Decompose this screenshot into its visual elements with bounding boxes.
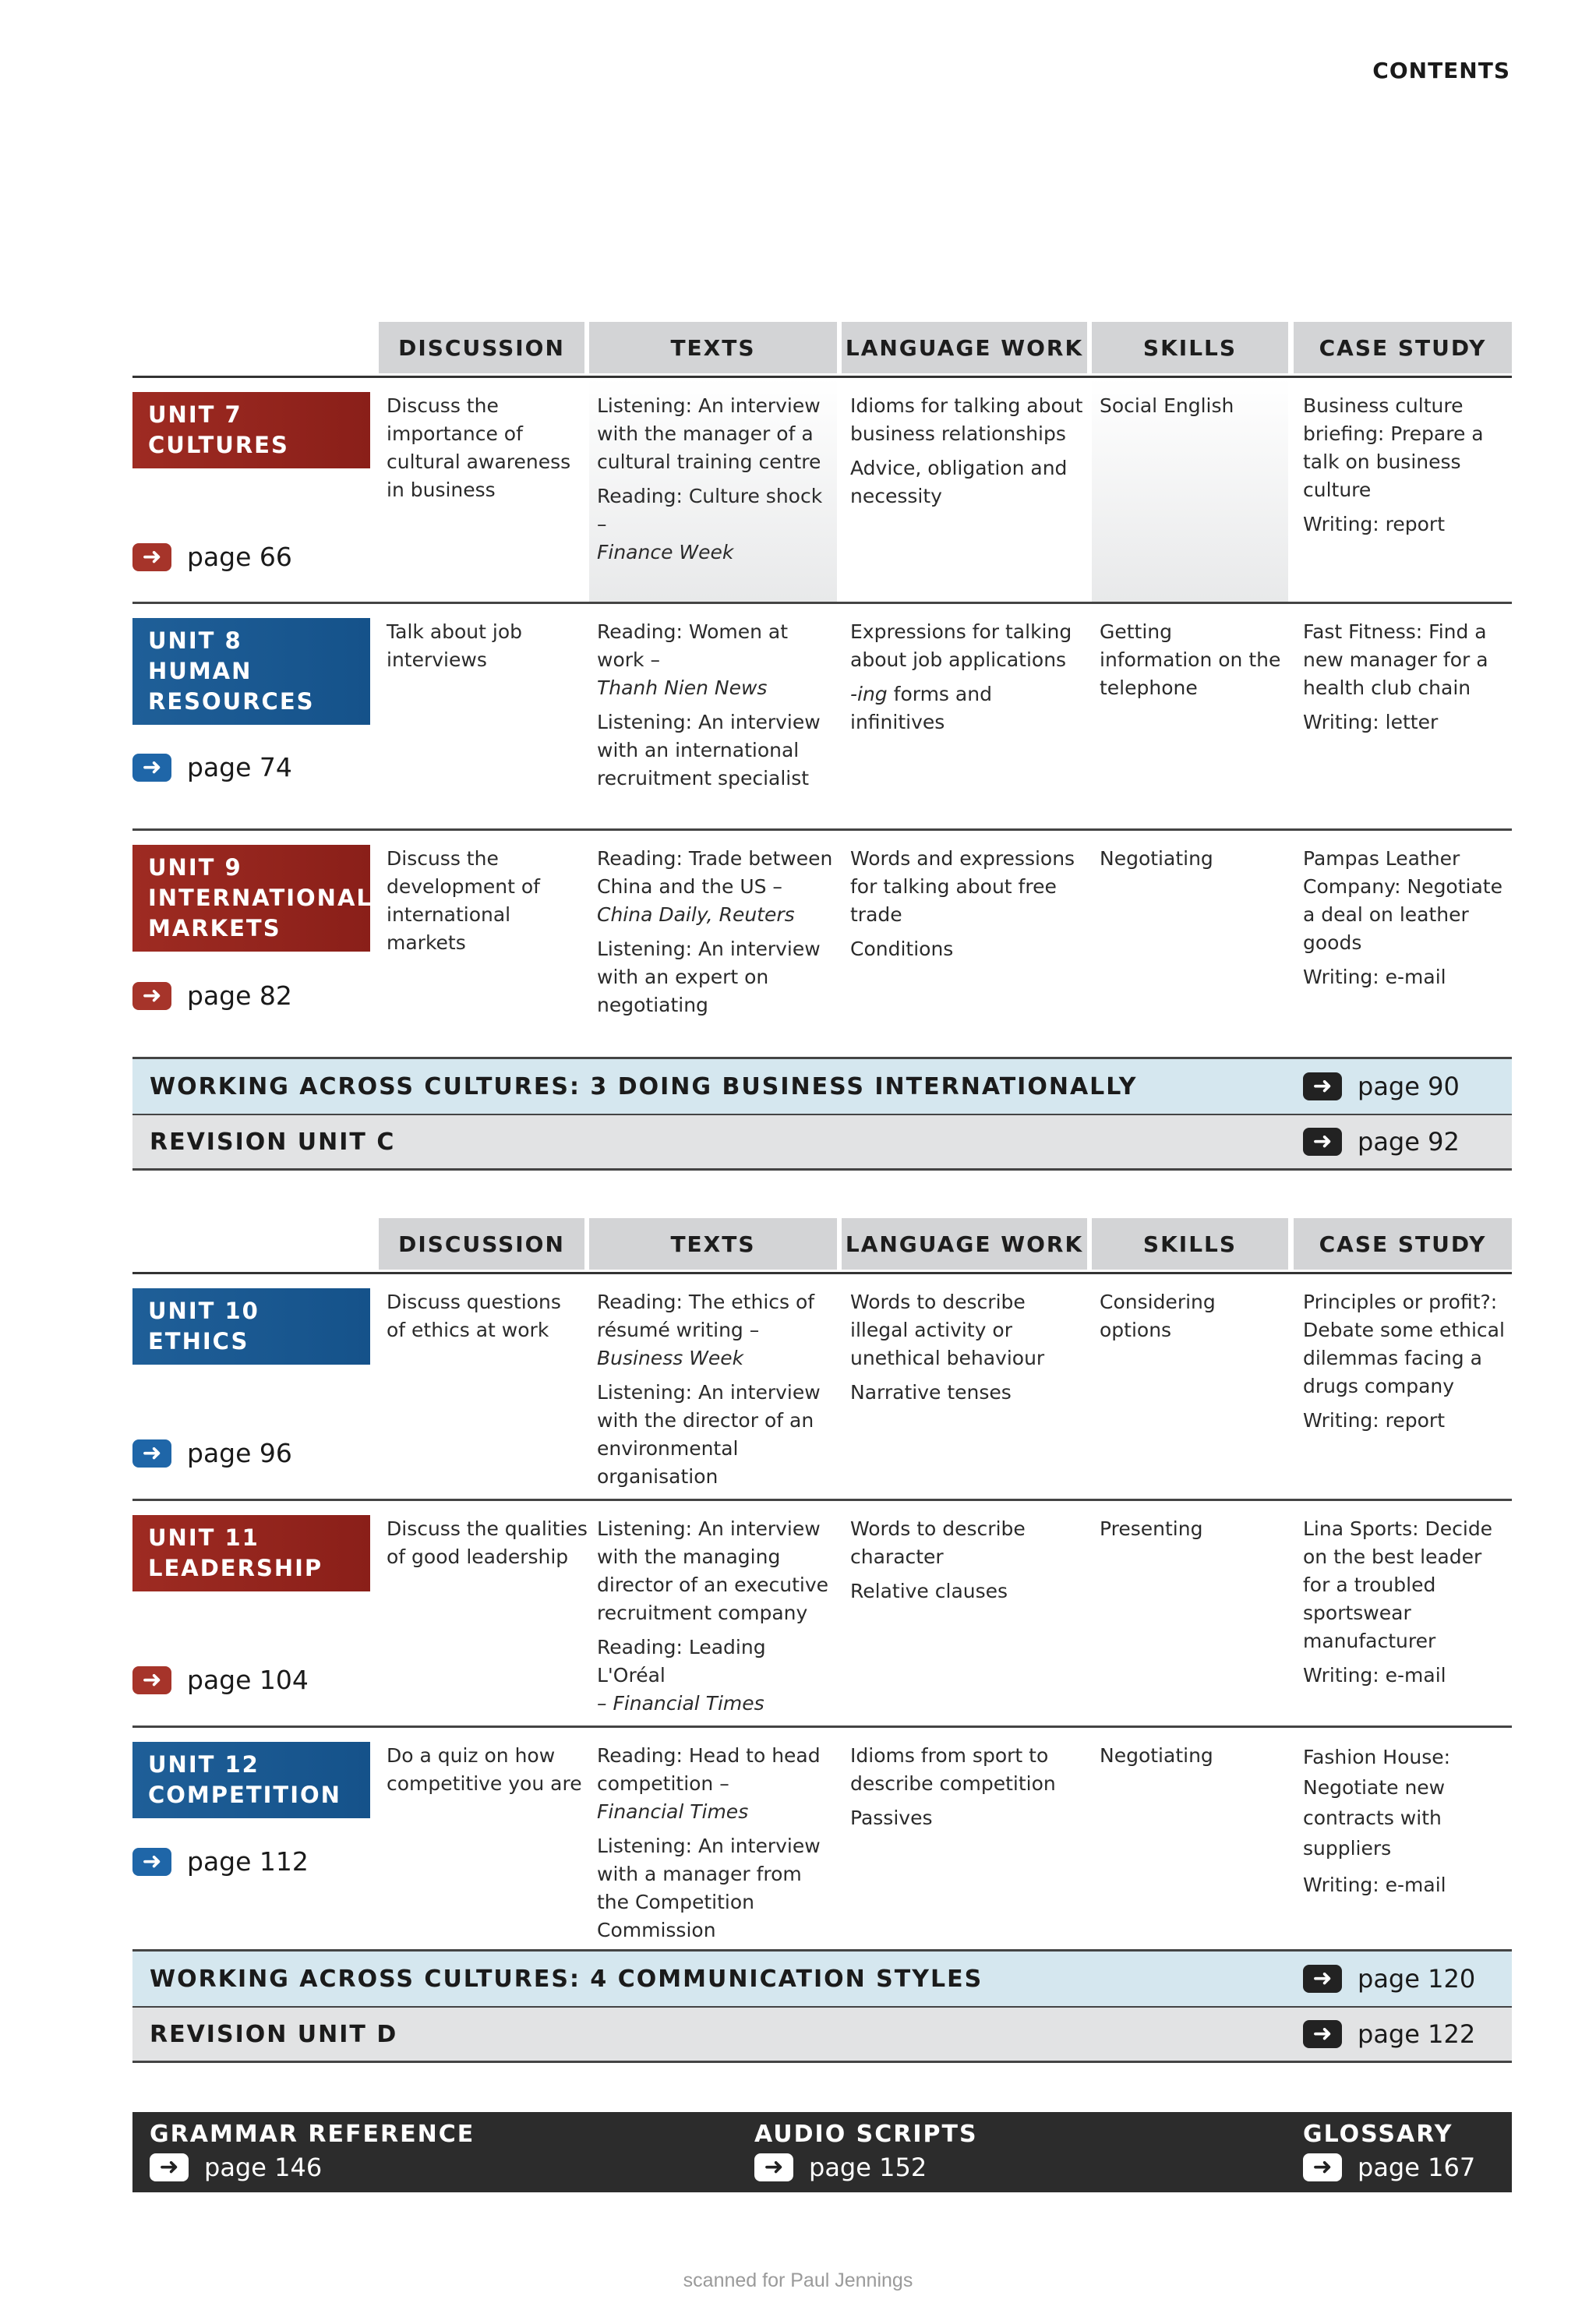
revision-unit-d[interactable] [132,2008,1512,2063]
page-number: page 122 [1358,2019,1476,2049]
unit-badge-8: UNIT 8 HUMAN RESOURCES [132,618,370,725]
band-title: REVISION UNIT D [150,2020,398,2048]
skills-cell: Social English [1100,394,1234,417]
page-link-wac-3[interactable] [1303,1072,1460,1101]
unit-row-9 [132,831,1512,1057]
skills-cell: Negotiating [1100,847,1213,870]
page-link-revision-c[interactable] [1303,1127,1460,1157]
texts-cell: Reading: Head to head competition – Financial Times Listening: An interview with a manager from the Competition Commission [597,1744,821,1941]
right-arrow-icon: ➜ [754,2153,793,2181]
right-arrow-icon: ➜ [1303,2153,1342,2181]
discussion-cell: Discuss the importance of cultural awareness in business [387,394,571,501]
audio-scripts-link[interactable] [754,2118,978,2184]
page-number: page 104 [187,1665,309,1695]
working-across-cultures-4[interactable] [132,1949,1512,2008]
working-across-cultures-3[interactable] [132,1057,1512,1115]
column-header-row [132,322,1512,378]
page-link-unit-9[interactable] [132,980,292,1011]
language-cell: Idioms from sport to describe competition Passives [850,1744,1056,1829]
right-arrow-icon: ➜ [132,982,171,1010]
header-case-study: CASE STUDY [1294,322,1512,373]
revision-unit-c[interactable] [132,1115,1512,1171]
unit-badge-9: UNIT 9 INTERNATIONAL MARKETS [132,845,370,952]
glossary-link[interactable] [1303,2118,1475,2184]
unit-badge-7: UNIT 7 CULTURES [132,392,370,468]
page-number: page 152 [809,2153,927,2182]
texts-cell: Listening: An interview with the managing director of an executive recruitment company Reading: Leading L'Oréal – Financial Times [597,1517,829,1715]
header-discussion: DISCUSSION [379,1218,584,1270]
page-link-unit-7[interactable] [132,542,292,572]
unit-row-7 [132,378,1512,604]
language-cell: Words to describe illegal activity or unethical behaviour Narrative tenses [850,1291,1045,1404]
texts-cell: Listening: An interview with the manager of a cultural training centre Reading: Culture shock – Finance Week [597,394,823,563]
texts-cell: Reading: Trade between China and the US – China Daily, Reuters Listening: An interview with an expert on negotiating [597,847,833,1016]
header-skills: SKILLS [1092,1218,1288,1270]
page-number: page 82 [187,980,292,1011]
right-arrow-icon: ➜ [132,1439,171,1468]
reference-footer-band [132,2112,1512,2192]
language-cell: Expressions for talking about job applications -ing forms and infinitives [850,620,1072,733]
page-number: page 90 [1358,1072,1460,1101]
page-number: page 167 [1358,2153,1476,2182]
contents-label: CONTENTS [1372,58,1510,83]
right-arrow-icon: ➜ [132,1666,171,1694]
page-number: page 96 [187,1438,292,1468]
unit-badge-11: UNIT 11 LEADERSHIP [132,1515,370,1591]
right-arrow-icon: ➜ [132,543,171,571]
page-link-unit-11[interactable] [132,1665,309,1695]
unit-badge-12: UNIT 12 COMPETITION [132,1742,370,1818]
page-link-wac-4[interactable] [1303,1964,1475,1994]
discussion-cell: Discuss the development of international markets [387,847,540,954]
column-header-row [132,1218,1512,1274]
skills-cell: Presenting [1100,1517,1203,1540]
case-study-cell: Pampas Leather Company: Negotiate a deal on leather goods Writing: e-mail [1303,847,1502,988]
header-texts: TEXTS [589,322,837,373]
right-arrow-icon: ➜ [1303,1072,1342,1100]
audio-scripts-title: AUDIO SCRIPTS [754,2121,978,2148]
case-study-cell: Lina Sports: Decide on the best leader for a troubled sportswear manufacturer Writing: e-mail [1303,1517,1493,1687]
right-arrow-icon: ➜ [1303,1128,1342,1156]
header-discussion: DISCUSSION [379,322,584,373]
unit-row-10 [132,1274,1512,1501]
unit-row-11 [132,1501,1512,1728]
header-skills: SKILLS [1092,322,1288,373]
texts-cell: Reading: The ethics of résumé writing – Business Week Listening: An interview with the director of an environmental organisation [597,1291,821,1488]
discussion-cell: Discuss questions of ethics at work [387,1291,561,1341]
language-cell: Words to describe character Relative clauses [850,1517,1026,1602]
scanned-note: scanned for Paul Jennings [683,2269,913,2291]
discussion-cell: Do a quiz on how competitive you are [387,1744,582,1795]
discussion-cell: Discuss the qualities of good leadership [387,1517,588,1568]
page-link-revision-d[interactable] [1303,2019,1475,2049]
case-study-cell: Fast Fitness: Find a new manager for a health club chain Writing: letter [1303,620,1488,733]
page-link-unit-8[interactable] [132,752,292,782]
case-study-cell: Business culture briefing: Prepare a talk on business culture Writing: report [1303,394,1484,535]
right-arrow-icon: ➜ [1303,1965,1342,1993]
section-units-7-9 [132,322,1512,1171]
page-number: page 74 [187,752,292,782]
page-number: page 66 [187,542,292,572]
right-arrow-icon: ➜ [132,754,171,782]
unit-row-8 [132,604,1512,831]
page-link-unit-10[interactable] [132,1438,292,1468]
skills-cell: Negotiating [1100,1744,1213,1767]
header-language-work: LANGUAGE WORK [842,322,1087,373]
texts-cell: Reading: Women at work – Thanh Nien News Listening: An interview with an international recruitment specialist [597,620,821,789]
band-title: WORKING ACROSS CULTURES: 3 DOING BUSINESS INTERNATIONALLY [150,1072,1138,1100]
right-arrow-icon: ➜ [150,2153,189,2181]
discussion-cell: Talk about job interviews [387,620,523,671]
page-number: page 112 [187,1846,309,1877]
page-link-unit-12[interactable] [132,1846,309,1877]
skills-cell: Getting information on the telephone [1100,620,1281,699]
grammar-reference-title: GRAMMAR REFERENCE [150,2121,475,2148]
header-case-study: CASE STUDY [1294,1218,1512,1270]
page-number: page 92 [1358,1127,1460,1157]
right-arrow-icon: ➜ [1303,2020,1342,2048]
case-study-cell: Fashion House: Negotiate new contracts with suppliers Writing: e-mail [1303,1746,1451,1896]
language-cell: Words and expressions for talking about free trade Conditions [850,847,1075,960]
unit-row-12 [132,1728,1512,1949]
band-title: WORKING ACROSS CULTURES: 4 COMMUNICATION STYLES [150,1965,983,1993]
section-units-10-12 [132,1218,1512,2063]
page-number: page 146 [204,2153,323,2182]
page-number: page 120 [1358,1964,1476,1994]
band-title: REVISION UNIT C [150,1128,396,1156]
language-cell: Idioms for talking about business relationships Advice, obligation and necessity [850,394,1083,507]
case-study-cell: Principles or profit?: Debate some ethical dilemmas facing a drugs company Writing: report [1303,1291,1505,1432]
right-arrow-icon: ➜ [132,1848,171,1876]
header-texts: TEXTS [589,1218,837,1270]
glossary-title: GLOSSARY [1303,2121,1453,2148]
header-language-work: LANGUAGE WORK [842,1218,1087,1270]
skills-cell: Considering options [1100,1291,1216,1341]
unit-badge-10: UNIT 10 ETHICS [132,1288,370,1365]
grammar-reference-link[interactable] [150,2118,475,2184]
